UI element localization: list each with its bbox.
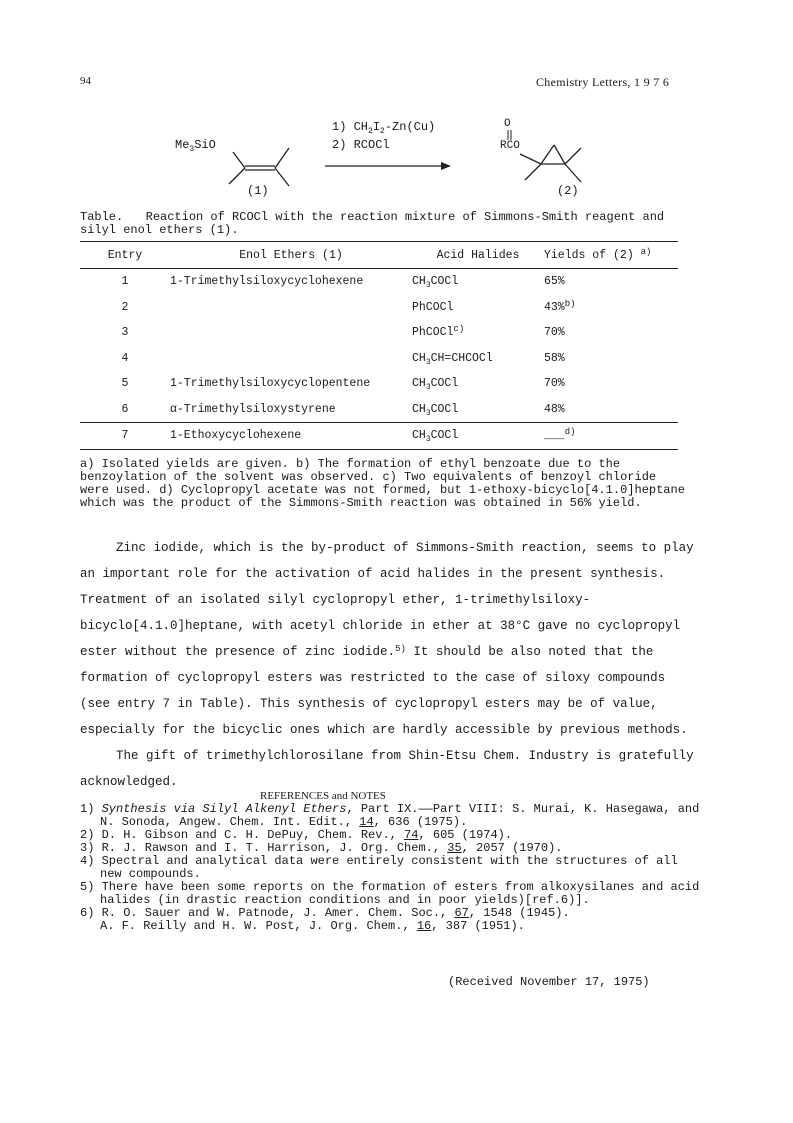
table-header-row	[80, 242, 678, 269]
journal-header: Chemistry Letters, 1 9 7 6	[536, 75, 670, 89]
reference-4: 4) Spectral and analytical data were entirely consistent with the structures of all new compounds.	[80, 854, 678, 881]
table-caption	[80, 211, 690, 237]
product-acyl-label: RCO	[500, 140, 520, 152]
row-entry: 4	[121, 351, 129, 365]
table-row	[80, 397, 678, 423]
header-entry: Entry	[80, 242, 170, 269]
row-ether: α-Trimethylsiloxystyrene	[170, 402, 336, 416]
reference-5: 5) There have been some reports on the formation of esters from alkoxysilanes and acid halides (in drastic reaction conditions and in poor yields)[ref.6)].	[80, 880, 700, 907]
table-caption-label: Table.	[80, 210, 124, 224]
row-acid: $CH_3CH=CHCOCl$	[412, 351, 493, 367]
references-list	[80, 803, 700, 933]
row-entry: 5	[121, 377, 129, 391]
row-yield: 70%	[544, 326, 565, 340]
carbonyl-oxygen: O	[504, 118, 511, 130]
results-table	[80, 241, 678, 450]
row-acid: PhCOCl$^{c)}$	[412, 324, 465, 340]
row-yield: 65%	[544, 275, 565, 289]
acknowledgement: The gift of trimethylchlorosilane from Shin-Etsu Chem. Industry is gratefully acknowledged.	[80, 749, 694, 789]
row-ether: 1-Trimethylsiloxycyclopentene	[170, 377, 371, 391]
compound-1-label: (1)	[247, 184, 269, 198]
body-text	[80, 535, 700, 795]
citation-5: 5)	[395, 644, 406, 654]
reagent-step-1: 1) $CH_2I_2-Zn(Cu)$	[332, 120, 436, 136]
header-enol-ethers: Enol Ethers (1)	[170, 242, 412, 269]
row-yield: 70%	[544, 377, 565, 391]
row-yield: 48%	[544, 402, 565, 416]
reference-3: 3) R. J. Rawson and I. T. Harrison, J. Org. Chem., 35, 2057 (1970).	[80, 841, 563, 855]
compound-2-label: (2)	[557, 184, 579, 198]
reference-1: 1) Synthesis via Silyl Alkenyl Ethers, Part IX.——Part VIII: S. Murai, K. Hasegawa, and N. Sonoda, Angew. Chem. Int. Edit., 14, 636 (1975).	[80, 802, 700, 829]
reference-6: 6) R. O. Sauer and W. Patnode, J. Amer. Chem. Soc., 67, 1548 (1945). A. F. Reilly and H. W. Post, J. Org. Chem., 16, 387 (1951).	[80, 906, 570, 933]
table-row	[80, 269, 678, 295]
row-entry: 3	[121, 326, 129, 340]
row-yield: 58%	[544, 351, 565, 365]
paragraph: Zinc iodide, which is the by-product of Simmons-Smith reaction, seems to play an important role for the activation of acid halides in the present synthesis. Treatment of an isolated silyl cyclopropyl ether, 1-trimethylsiloxy-bicyclo[4.1.0]heptane, with acetyl chloride in ether at 38°C gave no cyclopropyl ester without the presence of zinc iodide.$^{5)}$ It should be also noted that the formation of cyclopropyl esters was restricted to the case of siloxy compounds (see entry 7 in Table). This synthesis of cyclopropyl esters may be of value, especially for the bicyclic ones which are hardly accessible by previous methods.	[80, 541, 694, 737]
reagent-step-2: 2) RCOCl	[332, 138, 390, 152]
table-row	[80, 295, 678, 321]
reactant-label: $Me_3SiO$	[175, 138, 216, 154]
row-yield: 43%$^{b)}$	[544, 298, 576, 314]
row-entry: 7	[80, 423, 170, 450]
row-ether	[170, 295, 412, 321]
row-entry: 6	[121, 402, 129, 416]
row-acid: $CH_3COCl$	[412, 377, 459, 393]
reaction-scheme	[175, 118, 615, 208]
header-yields: Yields of (2) $^{a)}$	[544, 242, 678, 269]
row-acid: $CH_3COCl$	[412, 275, 459, 291]
table-row	[80, 346, 678, 372]
row-ether	[170, 320, 412, 346]
row-acid: $CH_3COCl$	[412, 402, 459, 418]
table-row	[80, 371, 678, 397]
page-number: 94	[80, 75, 91, 87]
header-acid-halides: Acid Halides	[412, 242, 544, 269]
row-entry: 2	[121, 300, 129, 314]
row-yield: ___$^{d)}$	[544, 423, 678, 450]
row-ether	[170, 346, 412, 372]
row-ether: 1-Trimethylsiloxycyclohexene	[170, 275, 364, 289]
row-entry: 1	[121, 275, 129, 289]
row-ether: 1-Ethoxycyclohexene	[170, 423, 412, 450]
table-row	[80, 423, 678, 450]
table-row	[80, 320, 678, 346]
reference-2: 2) D. H. Gibson and C. H. DePuy, Chem. Rev., 74, 605 (1974).	[80, 828, 513, 842]
row-acid: PhCOCl	[412, 300, 454, 314]
references-heading: REFERENCES and NOTES	[260, 790, 386, 802]
table-caption-text: Reaction of RCOCl with the reaction mixture of Simmons-Smith reagent and silyl enol ethers (1).	[80, 210, 665, 237]
received-date: (Received November 17, 1975)	[448, 975, 650, 989]
row-acid: $CH_3COCl$	[412, 423, 544, 450]
table-footnotes: a) Isolated yields are given. b) The formation of ethyl benzoate due to the benzoylation of the solvent was observed. c) Two equivalents of benzoyl chloride were used. d) Cyclopropyl acetate was not formed, but 1-ethoxy-bicyclo[4.1.0]heptane which was the product of the Simmons-Smith reaction was obtained in 56% yield.	[80, 457, 685, 510]
